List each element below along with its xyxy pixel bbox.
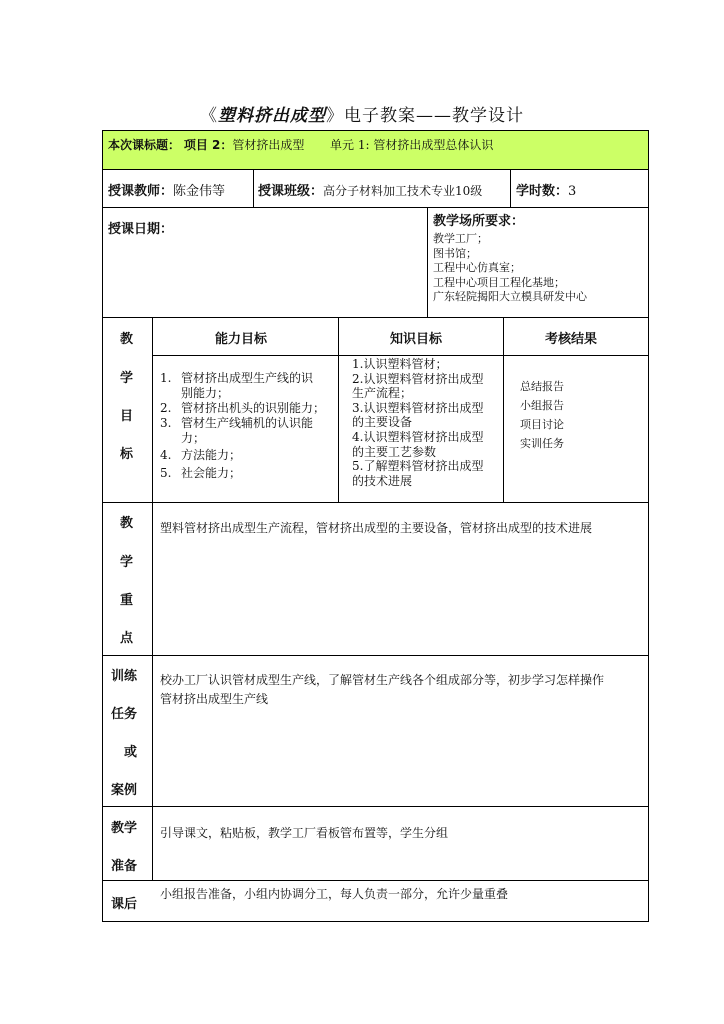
venue-item: 教学工厂； bbox=[433, 232, 488, 245]
after-text: 小组报告准备，小组内协调分工，每人负责一部分，允许少量重叠 bbox=[160, 887, 509, 901]
venue-item: 广东轻院揭阳大立模具研发中心 bbox=[433, 290, 587, 303]
assessment-list bbox=[520, 377, 564, 453]
list-item: 的主要工艺参数 bbox=[352, 444, 437, 459]
venue-list bbox=[433, 232, 587, 305]
document-title bbox=[0, 101, 724, 126]
prep-side-1: 教学 bbox=[111, 821, 138, 836]
lesson-project-label: 项目 2： bbox=[183, 138, 233, 152]
training-side-3: 或 bbox=[124, 745, 138, 760]
hours-label: 学时数： bbox=[516, 184, 569, 199]
list-item: 项目讨论 bbox=[520, 418, 564, 431]
list-item: 5. 社会能力； bbox=[160, 466, 242, 480]
hours-cell bbox=[516, 180, 576, 199]
training-side-4: 案例 bbox=[111, 783, 138, 798]
keypoints-side-3: 重 bbox=[120, 593, 134, 608]
list-item: 的技术进展 bbox=[352, 473, 413, 488]
training-side-2: 任务 bbox=[111, 707, 138, 722]
list-item-cont: 别能力； bbox=[181, 386, 230, 400]
training-side-1: 训练 bbox=[111, 669, 138, 684]
list-item: 5.了解塑料管材挤出成型 bbox=[352, 459, 484, 474]
class-cell bbox=[258, 180, 482, 199]
title-course-name: 塑料挤出成型 bbox=[218, 106, 326, 126]
list-item: 1. 管材挤出成型生产线的识 bbox=[160, 371, 314, 385]
list-item: 3.认识塑料管材挤出成型 bbox=[352, 400, 484, 415]
col-knowledge-header: 知识目标 bbox=[390, 332, 443, 347]
class-label: 授课班级： bbox=[258, 184, 324, 199]
ability-list bbox=[160, 371, 325, 481]
list-item: 的主要设备 bbox=[352, 415, 413, 430]
objectives-side-4: 标 bbox=[120, 447, 134, 462]
keypoints-text: 塑料管材挤出成型生产流程，管材挤出成型的主要设备，管材挤出成型的技术进展 bbox=[160, 521, 593, 535]
teacher-label: 授课教师： bbox=[108, 184, 174, 199]
keypoints-side-1: 教 bbox=[120, 516, 134, 531]
list-item: 实训任务 bbox=[520, 437, 564, 450]
date-label: 授课日期： bbox=[108, 222, 174, 237]
title-suffix: 》电子教案——教学设计 bbox=[326, 106, 524, 126]
objectives-side-1: 教 bbox=[120, 332, 134, 347]
list-item: 总结报告 bbox=[520, 380, 564, 393]
list-item: 4.认识塑料管材挤出成型 bbox=[352, 429, 484, 444]
venue-item: 工程中心仿真室； bbox=[433, 261, 521, 274]
hours-value: 3 bbox=[568, 184, 577, 199]
title-prefix: 《 bbox=[200, 106, 218, 126]
objectives-side-3: 目 bbox=[120, 409, 134, 424]
col-assess-header: 考核结果 bbox=[545, 332, 598, 347]
lesson-title-label: 本次课标题： bbox=[108, 138, 181, 152]
class-value: 高分子材料加工技术专业10级 bbox=[323, 184, 483, 198]
list-item: 2.认识塑料管材挤出成型 bbox=[352, 371, 484, 386]
teacher-value: 陈金伟等 bbox=[173, 184, 226, 199]
list-item: 3. 管材生产线辅机的认识能 bbox=[160, 416, 314, 430]
keypoints-side-2: 学 bbox=[120, 555, 134, 570]
list-item-cont: 力； bbox=[181, 431, 206, 445]
prep-side-2: 准备 bbox=[111, 859, 138, 874]
training-text-line2: 管材挤出成型生产线 bbox=[160, 692, 269, 706]
lesson-project-name: 管材挤出成型 bbox=[232, 138, 305, 152]
keypoints-side-4: 点 bbox=[120, 631, 134, 646]
list-item: 2. 管材挤出机头的识别能力； bbox=[160, 401, 326, 415]
after-side: 课后 bbox=[111, 897, 138, 912]
list-item: 1.认识塑料管材； bbox=[352, 357, 448, 371]
objectives-side-2: 学 bbox=[120, 371, 134, 386]
knowledge-list bbox=[352, 357, 483, 488]
lesson-unit: 单元 1: 管材挤出成型总体认识 bbox=[330, 138, 494, 152]
prep-text: 引导课文，粘贴板，教学工厂看板管布置等，学生分组 bbox=[160, 826, 449, 840]
teacher-cell bbox=[108, 180, 225, 199]
col-ability-header: 能力目标 bbox=[215, 332, 268, 347]
lesson-title-line bbox=[108, 136, 493, 153]
venue-item: 图书馆； bbox=[433, 246, 477, 260]
list-item: 小组报告 bbox=[520, 399, 564, 412]
list-item: 生产流程； bbox=[352, 386, 413, 401]
venue-item: 工程中心项目工程化基地； bbox=[433, 275, 565, 289]
list-item: 4. 方法能力； bbox=[160, 448, 242, 462]
venue-label: 教学场所要求： bbox=[433, 214, 525, 229]
training-text-line1: 校办工厂认识管材成型生产线，了解管材生产线各个组成部分等，初步学习怎样操作 bbox=[160, 673, 605, 687]
